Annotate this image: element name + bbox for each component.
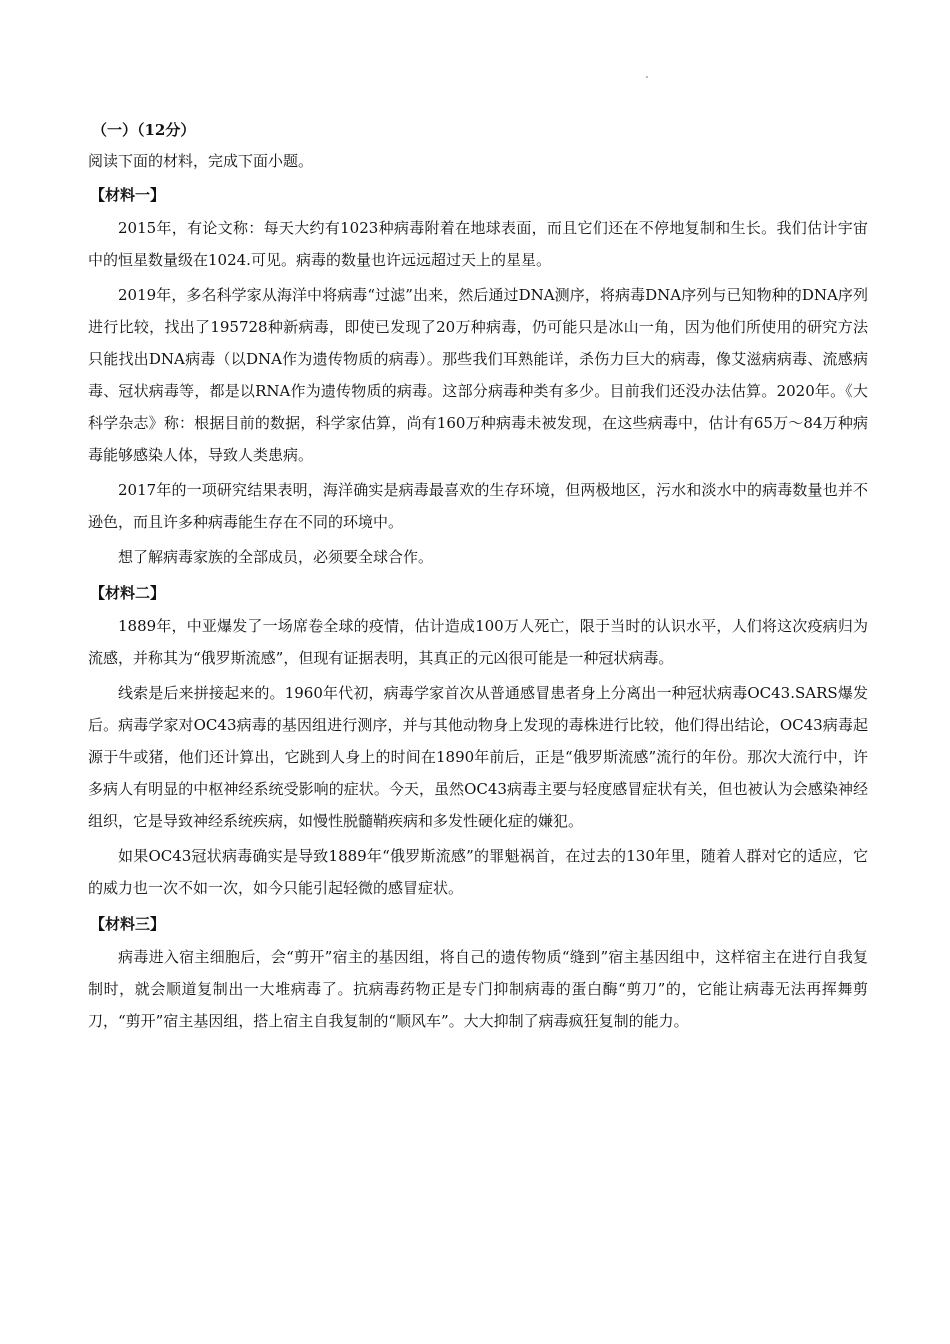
material-2-paragraph-2: 线索是后来拼接起来的。1960年代初，病毒学家首次从普通感冒患者身上分离出一种冠状病毒OC43.SARS爆发后。病毒学家对OC43病毒的基因组进行测序，并与其他动物身上发现的毒株进行比较，他们得出结论，OC43病毒起源于牛或猪，他们还计算出，它跳到人身上的时间在1890年前后，正是“俄罗斯流感”流行的年份。那次大流行中，许多病人有明显的中枢神经系统受影响的症状。今天，虽然OC43病毒主要与轻度感冒症状有关，但也被认为会感染神经组织，它是导致神经系统疾病，如慢性脱髓鞘疾病和多发性硬化症的嫌犯。 (88, 684, 868, 830)
material-2-paragraph-1: 1889年，中亚爆发了一场席卷全球的疫情，估计造成100万人死亡，限于当时的认识水平，人们将这次疫病归为流感，并称其为“俄罗斯流感”，但现有证据表明，其真正的元凶很可能是一种冠状病毒。 (88, 617, 868, 667)
material-1-paragraph-2: 2019年，多名科学家从海洋中将病毒“过滤”出来，然后通过DNA测序，将病毒DNA序列与已知物种的DNA序列进行比较，找出了195728种新病毒，即使已发现了20万种病毒，仍可能只是冰山一角，因为他们所使用的研究方法只能找出DNA病毒（以DNA作为遗传物质的病毒）。那些我们耳熟能详，杀伤力巨大的病毒，像艾滋病病毒、流感病毒、冠状病毒等，都是以RNA作为遗传物质的病毒。这部分病毒种类有多少。目前我们还没办法估算。2020年。《大科学杂志》称：根据目前的数据，科学家估算，尚有160万种病毒未被发现，在这些病毒中，估计有65万～84万种病毒能够感染人体，导致人类患病。 (88, 286, 868, 464)
material-1-paragraph-4: 想了解病毒家族的全部成员，必须要全球合作。 (118, 548, 434, 566)
instruction-text: 阅读下面的材料，完成下面小题。 (88, 152, 314, 170)
material-1-paragraph-1: 2015年，有论文称：每天大约有1023种病毒附着在地球表面，而且它们还在不停地复制和生长。我们估计宇宙中的恒星数量级在1024.可见。病毒的数量也许远远超过天上的星星。 (88, 219, 868, 269)
material-3-heading: 【材料三】 (90, 915, 166, 933)
material-3-paragraph-1: 病毒进入宿主细胞后，会“剪开”宿主的基因组，将自己的遗传物质“缝到”宿主基因组中，这样宿主在进行自我复制时，就会顺道复制出一大堆病毒了。抗病毒药物正是专门抑制病毒的蛋白酶“剪刀”的，它能让病毒无法再挥舞剪刀，“剪开”宿主基因组，搭上宿主自我复制的“顺风车”。大大抑制了病毒疯狂复制的能力。 (88, 948, 868, 1030)
section-title: （一）（12分） (92, 121, 196, 139)
material-2-heading: 【材料二】 (90, 584, 166, 602)
material-1-paragraph-3: 2017年的一项研究结果表明，海洋确实是病毒最喜欢的生存环境，但两极地区，污水和淡水中的病毒数量也并不逊色，而且许多种病毒能生存在不同的环境中。 (88, 481, 868, 531)
material-2-paragraph-3: 如果OC43冠状病毒确实是导致1889年“俄罗斯流感”的罪魁祸首，在过去的130年里，随着人群对它的适应，它的威力也一次不如一次，如今只能引起轻微的感冒症状。 (88, 847, 868, 897)
document-content (88, 116, 868, 1040)
scan-dot (646, 76, 648, 78)
material-1-heading: 【材料一】 (90, 186, 166, 204)
